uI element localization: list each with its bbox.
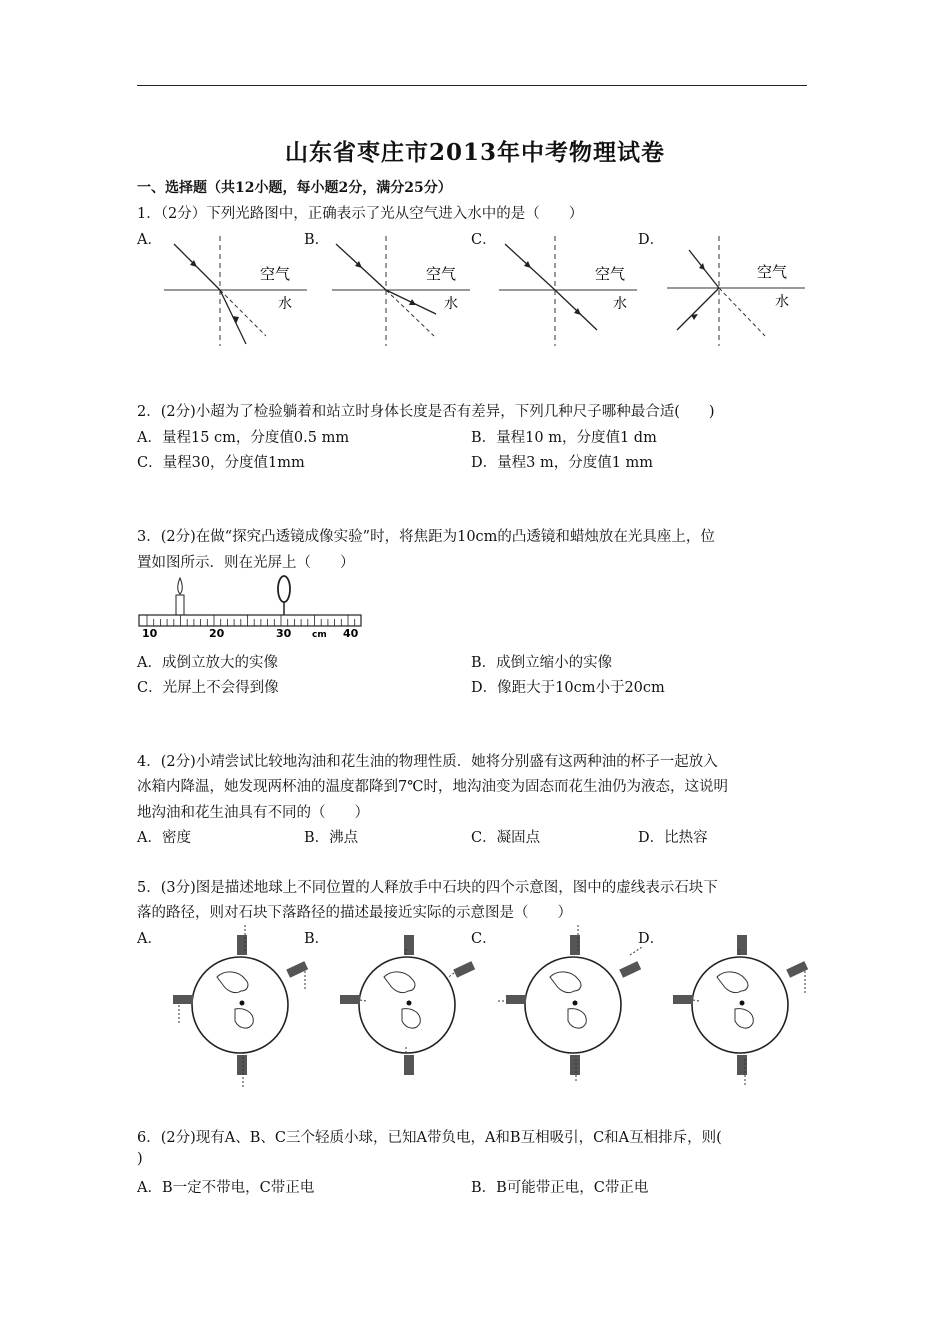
q5-option-b: B．: [304, 931, 330, 947]
water-label: 水: [278, 296, 292, 312]
q3-stem-line2: 置如图所示．则在光屏上（ ）: [137, 555, 355, 571]
air-label: 空气: [595, 265, 626, 283]
q1-option-a: A．: [137, 232, 162, 248]
q4-stem-line2: 冰箱内降温，她发现两杯油的温度都降到7℃时，地沟油变为固态而花生油仍为液态，这说明: [137, 779, 728, 795]
q6-option-b: B．B可能带正电，C带正电: [471, 1180, 649, 1196]
q2-option-a: A．量程15 cm，分度值0.5 mm: [137, 430, 350, 446]
q3-option-b: B．成倒立缩小的实像: [471, 655, 613, 671]
q1-option-b: B．: [304, 232, 330, 248]
ruler-tick-40: 40: [343, 627, 359, 640]
page-title: 山东省枣庄市2013年中考物理试卷: [284, 139, 665, 166]
q2-option-c: C．量程30，分度值1mm: [137, 455, 305, 471]
q5-globe-diagram-d: [665, 925, 815, 1090]
q5-globe-diagram-b: [332, 925, 482, 1090]
q5-option-c: C．: [471, 931, 497, 947]
ruler-tick-10: 10: [142, 627, 158, 640]
q4-stem-line1: 4．(2分)小靖尝试比较地沟油和花生油的物理性质．她将分别盛有这两种油的杯子一起放入: [137, 754, 718, 770]
ruler-unit: cm: [312, 630, 327, 640]
q4-stem-line3: 地沟油和花生油具有不同的（ ）: [137, 805, 369, 821]
q3-stem-line1: 3．(2分)在做“探究凸透镜成像实验”时，将焦距为10cm的凸透镜和蜡烛放在光具座上，位: [137, 529, 715, 545]
water-label: 水: [613, 296, 627, 312]
ruler-tick-30: 30: [276, 627, 292, 640]
q5-option-d: D．: [638, 931, 665, 947]
air-label: 空气: [426, 265, 457, 283]
section-heading: 一、选择题（共12小题，每小题2分，满分25分）: [137, 180, 452, 196]
q1-diagram-b: [330, 236, 480, 351]
q5-stem-line2: 落的路径，则对石块下落路径的描述最接近实际的示意图是（ ）: [137, 905, 572, 921]
q4-option-c: C．凝固点: [471, 830, 541, 846]
q6-stem-line2: ): [137, 1151, 143, 1167]
q2-option-d: D．量程3 m，分度值1 mm: [471, 455, 654, 471]
q3-option-a: A．成倒立放大的实像: [137, 655, 278, 671]
q5-globe-diagram-a: [165, 925, 315, 1090]
q2-option-b: B．量程10 m，分度值1 dm: [471, 430, 657, 446]
q5-option-a: A．: [137, 931, 162, 947]
q4-option-b: B．沸点: [304, 830, 359, 846]
q6-stem-line1: 6．(2分)现有A、B、C三个轻质小球，已知A带负电，A和B互相吸引，C和A互相排斥，则(: [137, 1130, 722, 1146]
q1-option-c: C．: [471, 232, 497, 248]
q6-option-a: A．B一定不带电，C带正电: [137, 1180, 315, 1196]
q1-stem: 1．（2分）下列光路图中，正确表示了光从空气进入水中的是（ ）: [137, 206, 584, 222]
q4-option-a: A．密度: [137, 830, 191, 846]
q2-stem: 2．(2分)小超为了检验躺着和站立时身体长度是否有差异，下列几种尺子哪种最合适( ): [137, 404, 715, 420]
q3-option-d: D．像距大于10cm小于20cm: [471, 680, 665, 696]
q1-diagram-c: [497, 236, 647, 351]
q1-option-d: D．: [638, 232, 665, 248]
water-label: 水: [444, 296, 458, 312]
air-label: 空气: [757, 263, 788, 281]
q1-diagram-a: [162, 236, 312, 351]
q4-option-d: D．比热容: [638, 830, 708, 846]
q5-globe-diagram-c: [498, 925, 648, 1090]
q1-diagram-d: [665, 236, 815, 351]
water-label: 水: [775, 294, 789, 310]
header-rule: [137, 85, 807, 86]
q3-option-c: C．光屏上不会得到像: [137, 680, 279, 696]
ruler-tick-20: 20: [209, 627, 225, 640]
optical-bench-figure: [137, 575, 367, 643]
q5-stem-line1: 5．(3分)图是描述地球上不同位置的人释放手中石块的四个示意图，图中的虚线表示石块下: [137, 880, 718, 896]
air-label: 空气: [260, 265, 291, 283]
